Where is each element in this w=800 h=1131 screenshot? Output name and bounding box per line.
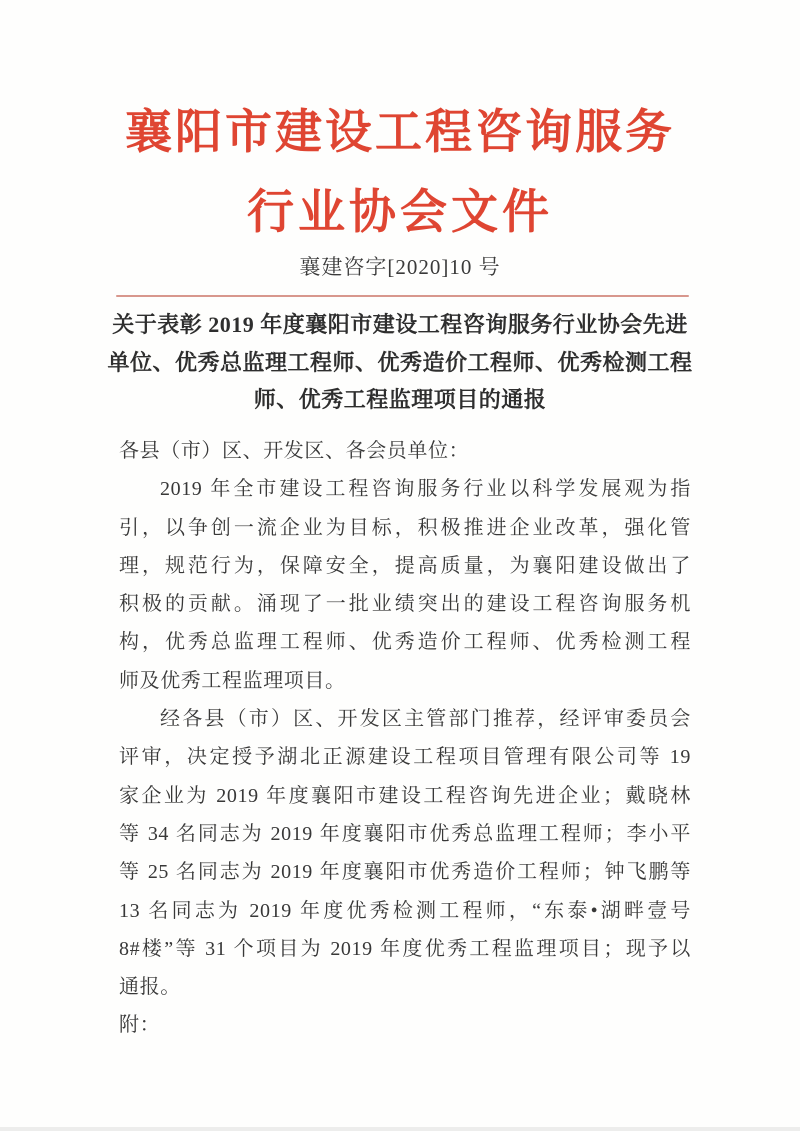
body-line: 等 25 名同志为 2019 年度襄阳市优秀造价工程师；钟飞鹏等 <box>119 861 691 884</box>
red-separator-line <box>116 295 689 297</box>
body-line: 8#楼”等 31 个项目为 2019 年度优秀工程监理项目；现予以 <box>119 937 691 960</box>
attachment-label: 附： <box>119 1014 161 1037</box>
body-line: 积极的贡献。涌现了一批业绩突出的建设工程咨询服务机 <box>119 593 691 616</box>
document-body <box>119 432 691 1045</box>
doc-number: 襄建咨字[2020]10 号 <box>299 255 501 279</box>
scan-bottom-edge <box>0 1127 800 1131</box>
body-line: 经各县（市）区、开发区主管部门推荐，经评审委员会 <box>160 708 691 731</box>
subject-line: 关于表彰 2019 年度襄阳市建设工程咨询服务行业协会先进 <box>112 312 688 337</box>
body-line: 家企业为 2019 年度襄阳市建设工程咨询先进企业；戴晓林 <box>119 784 691 807</box>
salutation: 各县（市）区、开发区、各会员单位： <box>119 440 470 462</box>
org-title-line-2: 行业协会文件 <box>247 187 553 239</box>
subject-line: 单位、优秀总监理工程师、优秀造价工程师、优秀检测工程 <box>107 349 693 375</box>
org-title-line-1: 襄阳市建设工程咨询服务 <box>125 107 675 159</box>
subject-title <box>100 306 700 419</box>
subject-line: 师、优秀工程监理项目的通报 <box>253 387 547 412</box>
body-line: 引，以争创一流企业为目标，积极推进企业改革，强化管 <box>119 516 691 539</box>
body-line: 通报。 <box>119 976 181 999</box>
body-line: 构，优秀总监理工程师、优秀造价工程师、优秀检测工程 <box>119 631 691 654</box>
paragraph-2 <box>119 700 691 1006</box>
body-line: 理，规范行为，保障安全，提高质量，为襄阳建设做出了 <box>119 554 691 577</box>
body-line: 2019 年全市建设工程咨询服务行业以科学发展观为指 <box>160 478 691 501</box>
body-line: 等 34 名同志为 2019 年度襄阳市优秀总监理工程师；李小平 <box>119 822 691 845</box>
body-line: 师及优秀工程监理项目。 <box>119 669 346 692</box>
body-line: 13 名同志为 2019 年度优秀检测工程师，“东泰•湖畔壹号 <box>119 899 691 922</box>
body-line: 评审，决定授予湖北正源建设工程项目管理有限公司等 19 <box>119 746 691 769</box>
paragraph-1 <box>119 470 691 700</box>
